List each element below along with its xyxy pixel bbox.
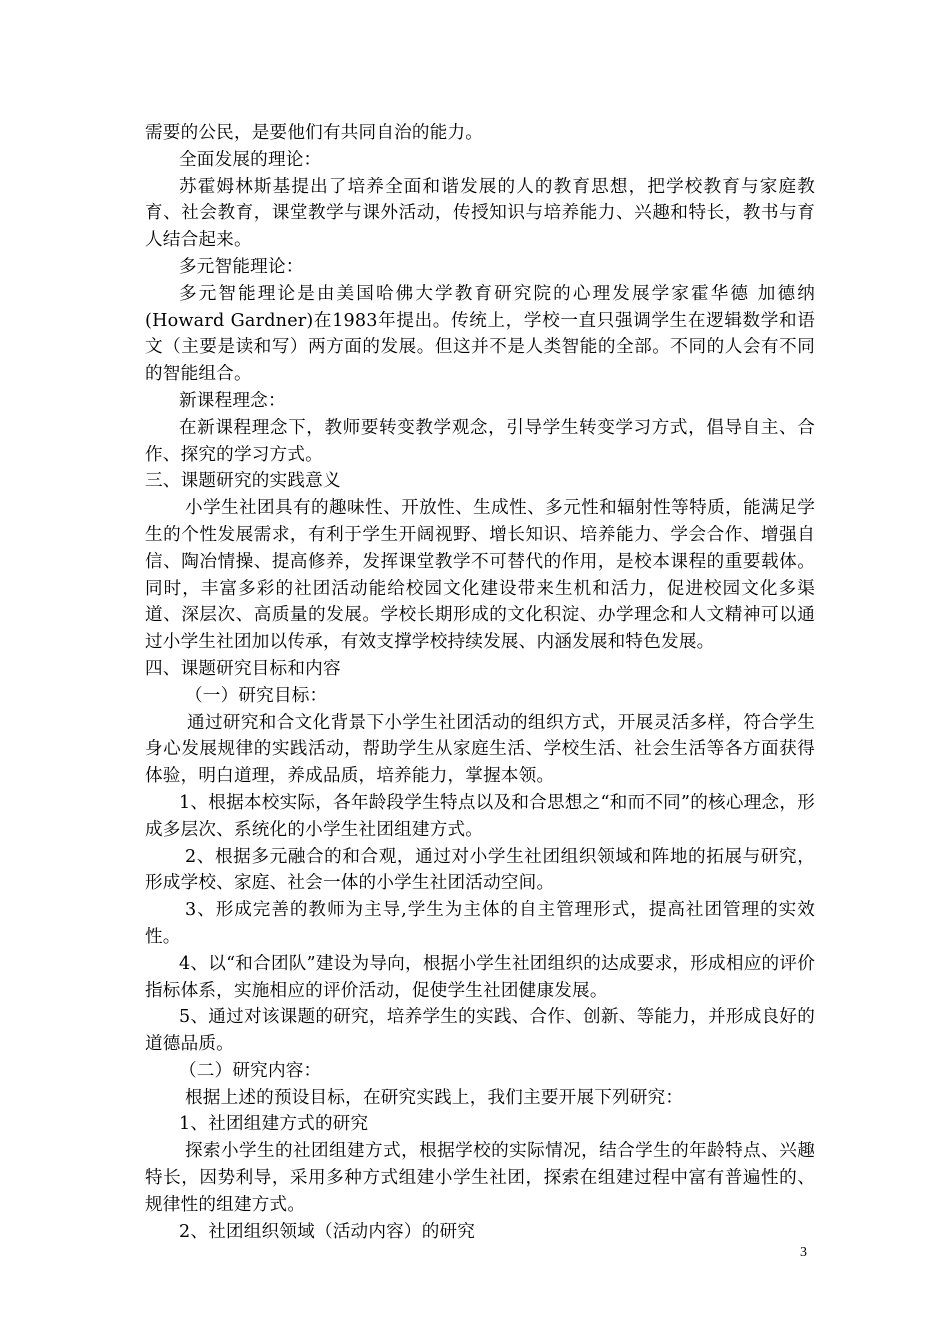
list-item: 2、根据多元融合的和合观，通过对小学生社团组织领域和阵地的拓展与研究，形成学校、家庭、社会一体的小学生社团活动空间。 xyxy=(145,846,815,894)
list-item: 3、形成完善的教师为主导,学生为主体的自主管理形式，提高社团管理的实效性。 xyxy=(145,900,815,947)
section-heading: 三、课题研究的实践意义 xyxy=(145,471,341,492)
page-number: 3 xyxy=(800,1245,807,1260)
paragraph: 苏霍姆林斯基提出了培养全面和谐发展的人的教育思想，把学校教育与家庭教育、社会教育，课堂教学与课外活动，传授知识与培养能力、兴趣和特长，教书与育人结合起来。 xyxy=(145,176,815,251)
paragraph: 根据上述的预设目标，在研究实践上，我们主要开展下列研究： xyxy=(185,1087,684,1108)
list-item: 1、社团组建方式的研究 xyxy=(179,1114,369,1135)
document-body xyxy=(145,120,815,1245)
paragraph: 探索小学生的社团组建方式，根据学校的实际情况，结合学生的年龄特点、兴趣特长，因势利导，采用多种方式组建小学生社团，探索在组建过程中富有普遍性的、规律性的组建方式。 xyxy=(145,1141,815,1215)
paragraph: 通过研究和合文化背景下小学生社团活动的组织方式，开展灵活多样，符合学生身心发展规律的实践活动，帮助学生从家庭生活、学校生活、社会生活等各方面获得体验，明白道理，养成品质，培养能力，掌握本领。 xyxy=(145,712,815,787)
list-item: 2、社团组织领域（活动内容）的研究 xyxy=(179,1221,476,1242)
paragraph: 全面发展的理论： xyxy=(179,149,322,170)
section-heading: 四、课题研究目标和内容 xyxy=(145,658,341,679)
subsection-heading: （一）研究目标： xyxy=(185,685,328,706)
list-item: 1、根据本校实际，各年龄段学生特点以及和合思想之“和而不同”的核心理念，形成多层次、系统化的小学生社团组建方式。 xyxy=(145,792,815,840)
paragraph: 在新课程理念下，教师要转变教学观念，引导学生转变学习方式，倡导自主、合作、探究的学习方式。 xyxy=(145,417,815,465)
paragraph: 多元智能理论是由美国哈佛大学教育研究院的心理发展学家霍华德 加德纳(Howard Gardner)在1983年提出。传统上，学校一直只强调学生在逻辑数学和语文（主要是读和写）两方面的发展。但这并不是人类智能的全部。不同的人会有不同的智能组合。 xyxy=(145,283,815,385)
paragraph: 多元智能理论： xyxy=(179,256,304,277)
paragraph: 新课程理念： xyxy=(179,390,286,411)
paragraph: 需要的公民，是要他们有共同自治的能力。 xyxy=(145,123,484,143)
list-item: 4、以“和合团队”建设为导向，根据小学生社团组织的达成要求，形成相应的评价指标体系，实施相应的评价活动，促使学生社团健康发展。 xyxy=(145,953,815,1001)
subsection-heading: （二）研究内容： xyxy=(179,1060,322,1081)
list-item: 5、通过对该课题的研究，培养学生的实践、合作、创新、等能力，并形成良好的道德品质。 xyxy=(145,1007,815,1055)
paragraph: 小学生社团具有的趣味性、开放性、生成性、多元性和辐射性等特质，能满足学生的个性发展需求，有利于学生开阔视野、增长知识、培养能力、学会合作、增强自信、陶冶情操、提高修养，发挥课堂教学不可替代的作用，是校本课程的重要载体。同时，丰富多彩的社团活动能给校园文化建设带来生机和活力，促进校园文化多渠道、深层次、高质量的发展。学校长期形成的文化积淀、办学理念和人文精神可以通过小学生社团加以传承，有效支撑学校持续发展、内涵发展和特色发展。 xyxy=(145,498,815,653)
